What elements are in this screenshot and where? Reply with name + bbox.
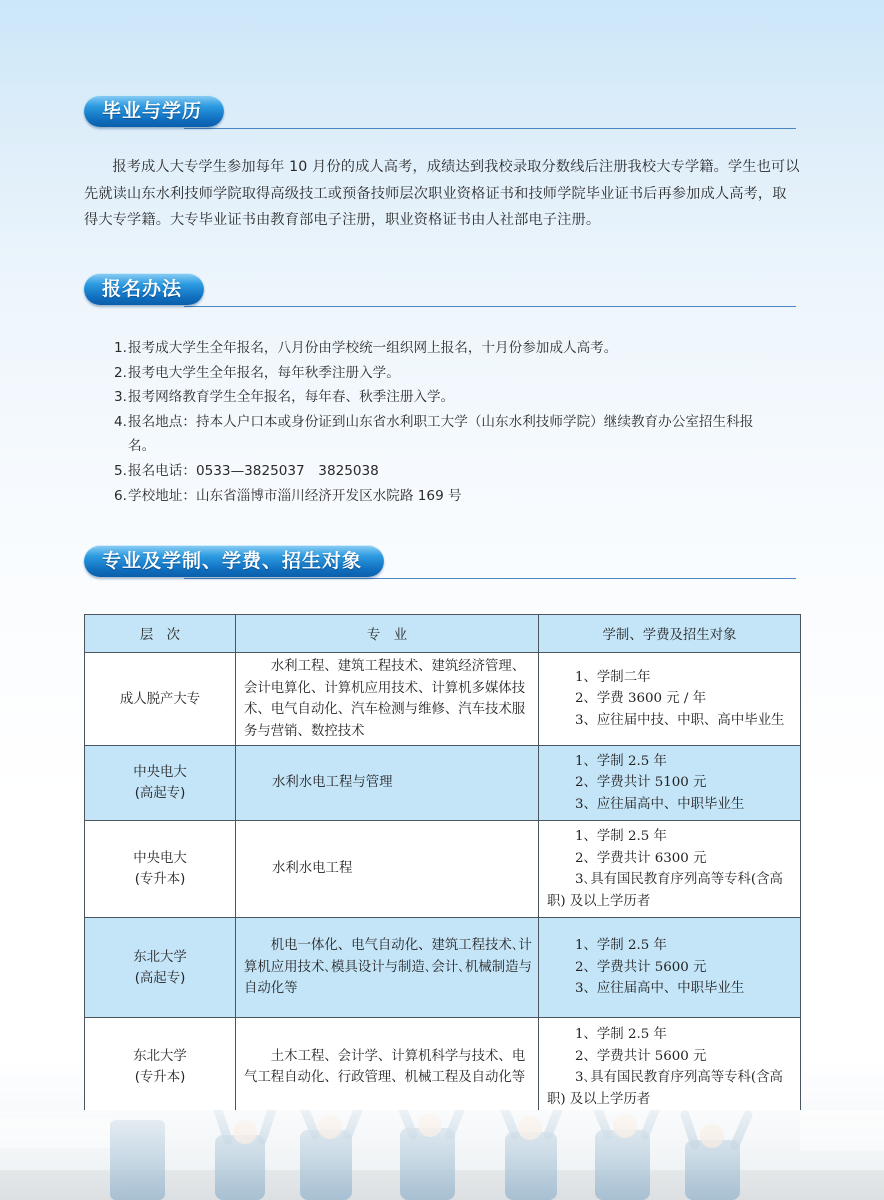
major-text: 机电一体化、电气自动化、建筑工程技术､计算机应用技术､模具设计与制造､会计､机械制造与自动化等 — [244, 938, 532, 997]
term-duration: 1、学制 2.5 年 — [575, 829, 667, 844]
term-eligibility: 3、应往届高中、中职毕业生 — [575, 981, 745, 997]
table-header-row — [85, 615, 801, 653]
item-number: 4. — [114, 413, 127, 430]
section-rule — [184, 578, 796, 579]
major-cell — [236, 1018, 539, 1117]
major-cell — [236, 746, 539, 821]
section-header-graduation — [84, 95, 796, 131]
level-cell — [85, 918, 236, 1018]
major-text: 水利工程、建筑工程技术、建筑经济管理、会计电算化、计算机应用技术、计算机多媒体技术、电气自动化、汽车检测与维修、汽车技术服务与营销、数控技术 — [244, 659, 526, 739]
term-duration: 1、学制 2.5 年 — [575, 753, 667, 769]
item-number: 6. — [114, 487, 127, 504]
students-photo — [0, 1110, 884, 1200]
term-duration: 1、学制二年 — [575, 669, 651, 685]
level-type: (专升本) — [134, 1070, 186, 1085]
level-name: 东北大学 — [133, 1049, 187, 1064]
column-header-terms: 学制、学费及招生对象 — [539, 615, 801, 653]
term-duration: 1、学制 2.5 年 — [575, 938, 667, 954]
level-name: 成人脱产大专 — [119, 691, 201, 707]
item-text: 报名电话：0533—3825037 3825038 — [128, 462, 379, 479]
item-number: 3. — [114, 389, 127, 406]
level-cell — [85, 746, 236, 821]
term-fee: 2、学费共计 6300 元 — [575, 850, 707, 866]
major-cell — [236, 821, 539, 918]
term-fee: 2、学费 3600 元 / 年 — [575, 691, 707, 707]
table-row — [85, 746, 801, 821]
item-number: 1. — [114, 340, 127, 356]
section-title: 专业及学制、学费、招生对象 — [84, 545, 384, 577]
terms-cell — [539, 918, 801, 1018]
table-row — [85, 653, 801, 746]
section-header-programs — [84, 545, 796, 581]
list-item — [114, 361, 774, 386]
item-number: 5. — [114, 462, 127, 479]
level-cell — [85, 821, 236, 918]
graduation-paragraph: 报考成人大专学生参加每年 10 月份的成人高考，成绩达到我校录取分数线后注册我校大专学籍。学生也可以先就读山东水利技师学院取得高级技工或预备技师层次职业资格证书和技师学院毕业证书后再参加成人高考，取得大专学籍。大专毕业证书由教育部电子注册，职业资格证书由人社部电子注册。 — [84, 159, 800, 228]
term-fee: 2、学费共计 5600 元 — [575, 959, 707, 975]
section-rule — [184, 306, 796, 307]
terms-cell — [539, 821, 801, 918]
item-text: 报考电大学生全年报名，每年秋季注册入学。 — [128, 364, 400, 381]
major-text: 水利水电工程 — [272, 861, 353, 877]
terms-cell — [539, 653, 801, 746]
table-row — [85, 1018, 801, 1117]
table-row — [85, 918, 801, 1018]
term-duration: 1、学制 2.5 年 — [575, 1027, 667, 1042]
section-rule — [184, 128, 796, 129]
list-item — [114, 410, 774, 459]
registration-list — [114, 336, 774, 508]
students-photo-illustration — [0, 1110, 884, 1200]
term-fee: 2、学费共计 5100 元 — [575, 775, 707, 791]
terms-cell — [539, 1018, 801, 1117]
programs-table — [84, 614, 801, 1117]
major-cell — [236, 653, 539, 746]
section-title: 毕业与学历 — [84, 95, 224, 127]
level-name: 中央电大 — [133, 765, 187, 780]
term-fee: 2、学费共计 5600 元 — [575, 1048, 707, 1064]
major-cell — [236, 918, 539, 1018]
level-name: 东北大学 — [133, 949, 187, 965]
level-cell — [85, 1018, 236, 1117]
item-text: 报考网络教育学生全年报名，每年春、秋季注册入学。 — [128, 389, 455, 406]
level-name: 中央电大 — [133, 851, 187, 866]
level-type: (专升本) — [134, 872, 186, 887]
list-item — [114, 484, 774, 509]
term-eligibility: 3､具有国民教育序列高等专科(含高职) 及以上学历者 — [547, 1070, 783, 1107]
table-row — [85, 821, 801, 918]
term-eligibility: 3､具有国民教育序列高等专科(含高职) 及以上学历者 — [547, 872, 783, 909]
major-text: 土木工程、会计学、计算机科学与技术、电气工程自动化、行政管理、机械工程及自动化等 — [244, 1048, 526, 1085]
terms-cell — [539, 746, 801, 821]
level-type: (高起专) — [134, 786, 186, 801]
column-header-level: 层 次 — [85, 615, 236, 653]
item-text: 学校地址：山东省淄博市淄川经济开发区水院路 169 号 — [128, 487, 462, 504]
major-text: 水利水电工程与管理 — [272, 775, 393, 791]
level-type: (高起专) — [134, 970, 186, 986]
column-header-major: 专 业 — [236, 615, 539, 653]
section-title: 报名办法 — [84, 273, 204, 305]
item-text: 报考成大学生全年报名，八月份由学校统一组织网上报名，十月份参加成人高考。 — [128, 340, 618, 356]
list-item — [114, 385, 774, 410]
level-cell — [85, 653, 236, 746]
term-eligibility: 3、应往届中技、中职、高中毕业生 — [575, 712, 785, 728]
item-text: 报名地点：持本人户口本或身份证到山东省水利职工大学（山东水利技师学院）继续教育办公室招生科报名。 — [128, 413, 754, 455]
list-item — [114, 336, 774, 361]
item-number: 2. — [114, 364, 127, 381]
list-item — [114, 459, 774, 484]
term-eligibility: 3、应往届高中、中职毕业生 — [575, 796, 745, 812]
section-header-registration — [84, 273, 796, 309]
